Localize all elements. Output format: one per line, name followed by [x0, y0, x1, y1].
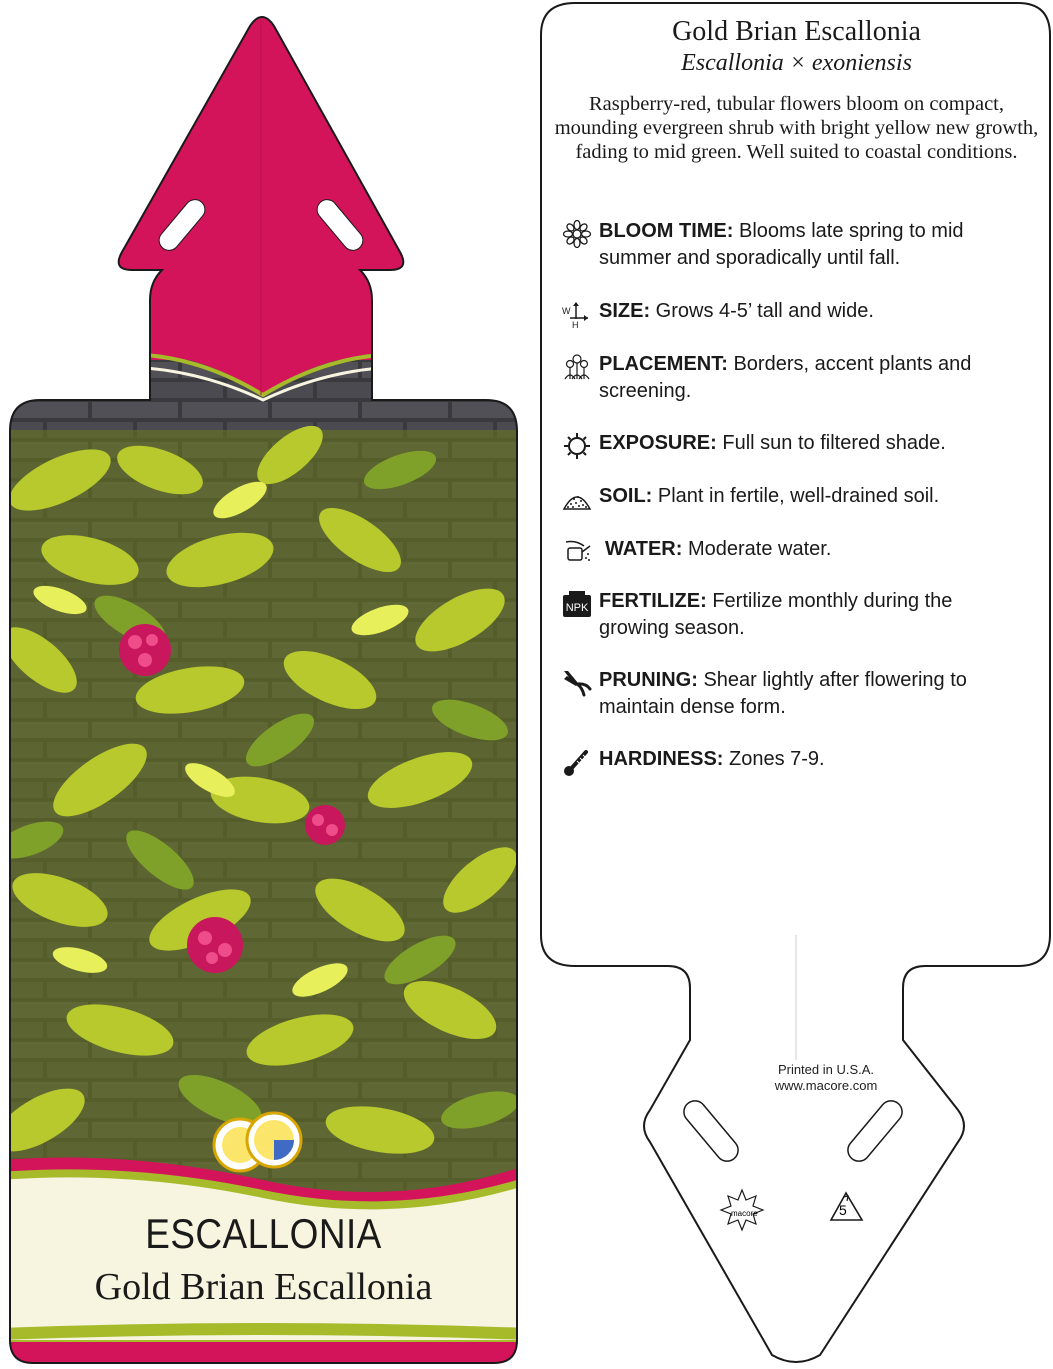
latin-name: Escallonia × exoniensis	[681, 50, 912, 76]
recycle-code: 5	[839, 1202, 847, 1218]
care-value: Grows 4-5’ tall and wide.	[650, 300, 874, 322]
soil-icon	[562, 485, 592, 513]
care-value: Zones 7-9.	[723, 748, 825, 770]
care-label: PRUNING:	[599, 669, 698, 691]
size-icon	[562, 300, 592, 328]
care-value: Shear lightly after flowering to	[697, 669, 967, 691]
plant-common-name: Gold Brian Escallonia	[94, 1266, 433, 1308]
printed-in: Printed in U.S.A.	[777, 1062, 875, 1077]
care-value: Fertilize monthly during the	[706, 590, 953, 612]
back-title: Gold Brian Escallonia	[672, 16, 921, 47]
care-value: Borders, accent plants and	[727, 353, 972, 375]
care-value-cont: growing season.	[599, 617, 745, 639]
care-value: Full sun to filtered shade.	[716, 432, 946, 454]
care-label: SIZE:	[599, 300, 651, 322]
plant-genus: ESCALLONIA	[145, 1210, 382, 1257]
svg-text:NPK: NPK	[565, 602, 589, 614]
flower-icon	[562, 220, 592, 248]
care-value-cont: summer and sporadically until fall.	[599, 247, 901, 269]
watering-can-icon	[562, 538, 592, 566]
plant-description: Raspberry-red, tubular flowers bloom on compact, mounding evergreen shrub with bright yellow new growth, fading to mid green. Well suited to coastal conditions.	[554, 93, 1039, 163]
sun-icon	[562, 432, 592, 460]
fertilizer-icon	[562, 590, 592, 618]
website-link: www.macore.com	[774, 1078, 878, 1093]
care-label: EXPOSURE:	[599, 432, 717, 454]
care-label: WATER:	[605, 538, 683, 560]
pruning-shears-icon	[562, 669, 592, 697]
care-label: SOIL:	[599, 485, 653, 507]
macore-logo-text: macore	[731, 1209, 758, 1218]
care-label: HARDINESS:	[599, 748, 724, 770]
care-value: Blooms late spring to mid	[733, 220, 964, 242]
care-label: FERTILIZE:	[599, 590, 707, 612]
care-label: PLACEMENT:	[599, 353, 728, 375]
care-value: Plant in fertile, well-drained soil.	[652, 485, 940, 507]
care-value: Moderate water.	[682, 538, 832, 560]
svg-text:H: H	[572, 320, 579, 328]
care-value-cont: screening.	[599, 380, 692, 402]
care-value-cont: maintain dense form.	[599, 696, 786, 718]
svg-text:W: W	[562, 306, 571, 316]
printed-info	[721, 1062, 931, 1094]
placement-icon	[562, 353, 592, 381]
thermometer-icon	[562, 748, 592, 776]
care-label: BLOOM TIME:	[599, 220, 734, 242]
